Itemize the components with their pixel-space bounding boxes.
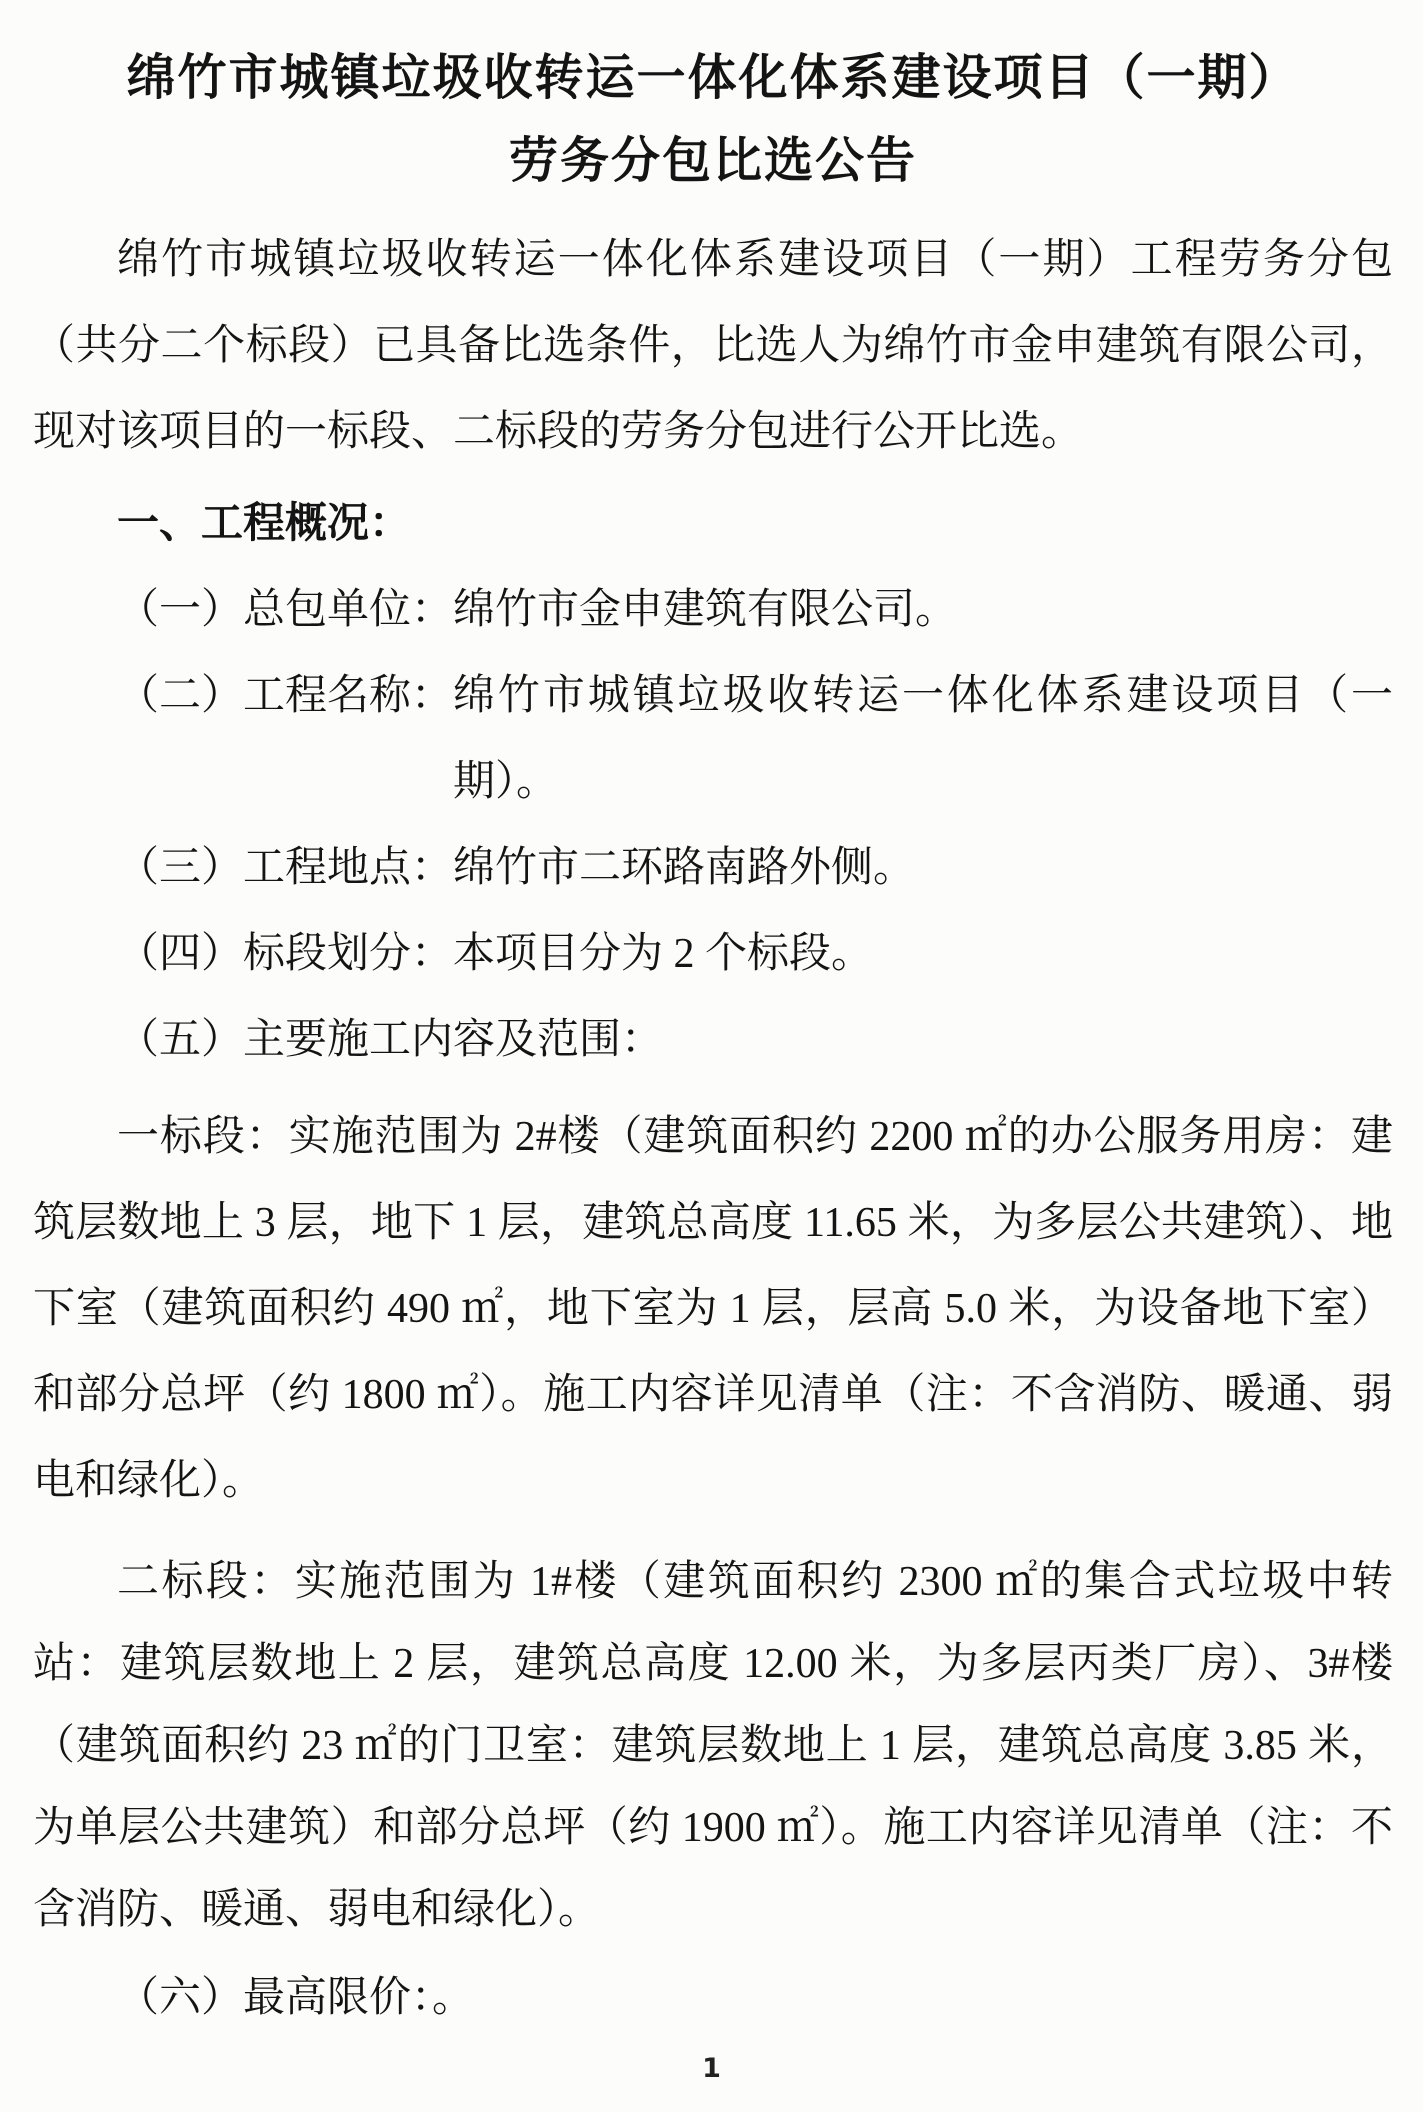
document-title [33,36,1393,203]
bid-section-2-paragraph: 二标段：实施范围为 1#楼（建筑面积约 2300 ㎡的集合式垃圾中转站：建筑层数地上 2 层，建筑总高度 12.00 米，为多层丙类厂房）、3#楼（建筑面积约 23 ㎡的门卫室：建筑层数地上 1 层，建筑总高度 3.85 米，为单层公共建筑）和部分总坪（约 1900 ㎡）。施工内容详见清单（注：不含消防、暖通、弱电和绿化）。 [33,1559,1393,1933]
title-line-1: 绵竹市城镇垃圾收转运一体化体系建设项目（一期） [126,50,1300,105]
item-general-contractor: （一）总包单位：绵竹市金申建筑有限公司。 [117,586,958,633]
section-heading-project-overview: 一、工程概况： [117,500,412,547]
document-body [33,217,1393,2042]
page-number: 1 [702,2053,721,2084]
item-section-division: （四）标段划分：本项目分为 2 个标段。 [117,931,874,978]
item-project-name-value: 绵竹市城镇垃圾收转运一体化体系建设项目（一期）。 [453,673,1393,806]
item-scope-heading: （五）主要施工内容及范围： [117,1017,664,1064]
item-max-price: （六）最高限价：。 [117,1975,475,2022]
title-line-2: 劳务分包比选公告 [508,133,917,189]
item-location: （三）工程地点：绵竹市二环路南路外侧。 [117,845,916,892]
bid-section-1-paragraph: 一标段：实施范围为 2#楼（建筑面积约 2200 ㎡的办公服务用房：建筑层数地上 3 层，地下 1 层，建筑总高度 11.65 米，为多层公共建筑）、地下室（建筑面积约 490 ㎡，地下室为 1 层，层高 5.0 米，为设备地下室）和部分总坪（约 1800 ㎡）。施工内容详见清单（注：不含消防、暖通、弱电和绿化）。 [33,1113,1393,1504]
intro-paragraph: 绵竹市城镇垃圾收转运一体化体系建设项目（一期）工程劳务分包（共分二个标段）已具备比选条件，比选人为绵竹市金申建筑有限公司，现对该项目的一标段、二标段的劳务分包进行公开比选。 [33,236,1393,455]
item-project-name [33,653,1393,825]
item-project-name-label: （二）工程名称： [117,673,454,720]
